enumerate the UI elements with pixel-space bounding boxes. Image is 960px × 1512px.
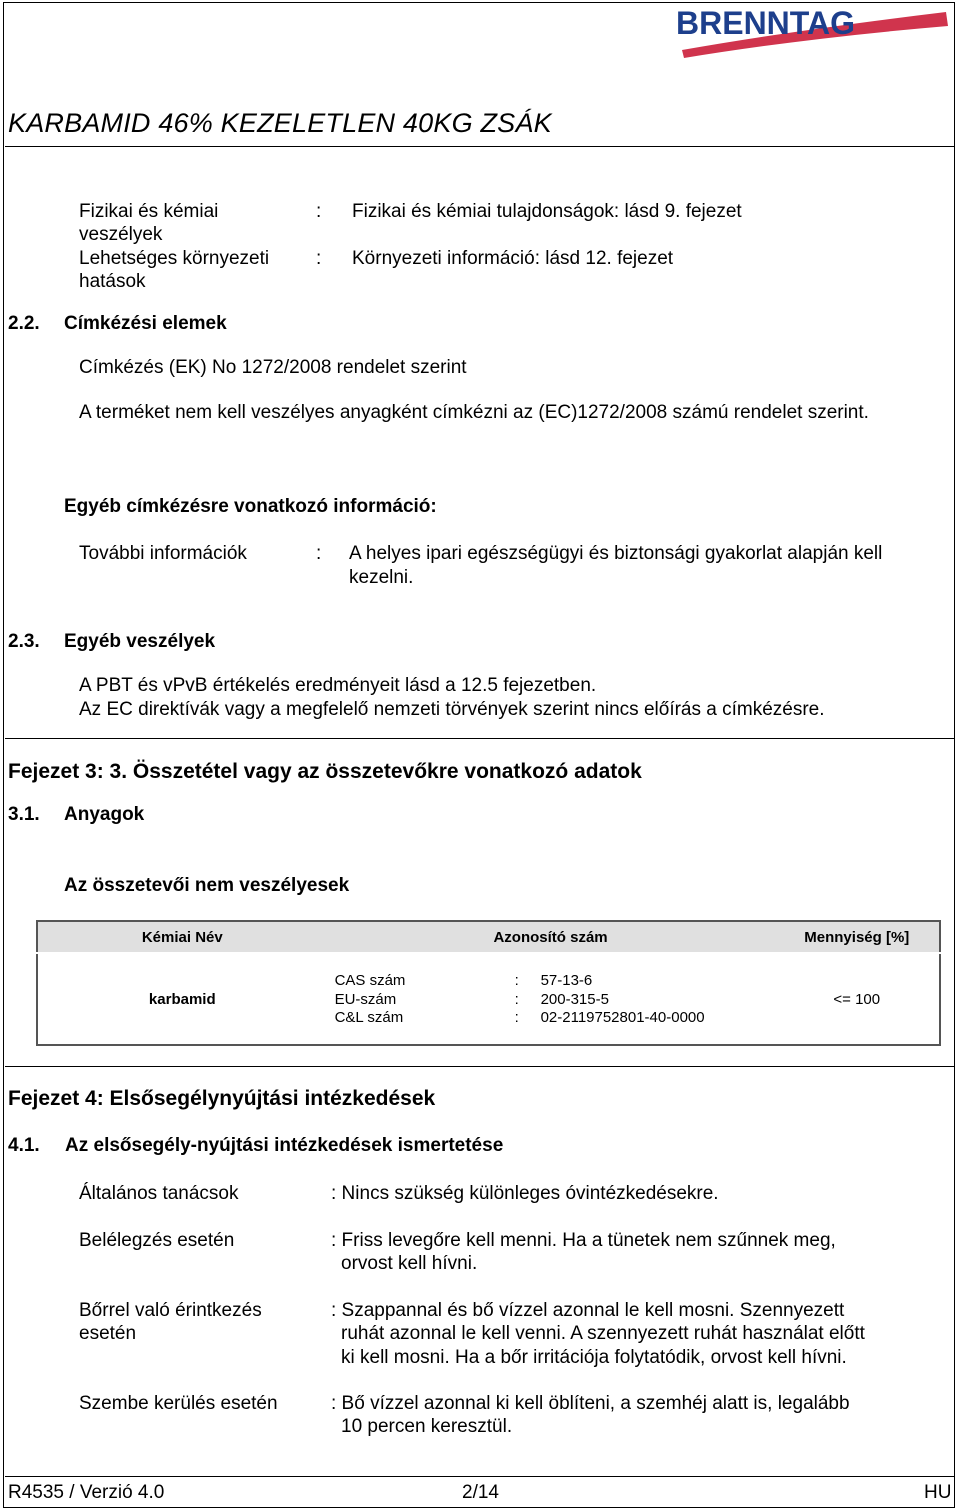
chemical-name-cell: karbamid bbox=[148, 990, 216, 1008]
section-title: Anyagok bbox=[64, 804, 145, 825]
first-aid-value-skin-cont2: ki kell mosni. Ha a bőr irritációja folytatódik, orvost kell hívni. bbox=[341, 1347, 847, 1368]
first-aid-label-eye: Szembe kerülés esetén bbox=[79, 1393, 278, 1414]
hazard-label-physical-cont: veszélyek bbox=[79, 224, 163, 245]
footer-language: HU bbox=[924, 1482, 952, 1503]
pbt-text: A PBT és vPvB értékelés eredményeit lásd a 12.5 fejezetben. bbox=[79, 675, 597, 696]
hazard-value-physical: Fizikai és kémiai tulajdonságok: lásd 9. fejezet bbox=[352, 201, 742, 222]
column-header-amount: Mennyiség [%] bbox=[775, 921, 940, 953]
title-divider bbox=[5, 146, 955, 147]
identifier-value: 57-13-6 bbox=[540, 972, 593, 989]
footer-page-number: 2/14 bbox=[462, 1482, 499, 1503]
chapter-title: Fejezet 3: 3. Összetétel vagy az összetevőkre vonatkozó adatok bbox=[8, 760, 642, 783]
identifier-label: CAS szám bbox=[334, 972, 406, 989]
table-row bbox=[37, 953, 940, 1045]
composition-table bbox=[36, 920, 941, 1046]
hazard-label-env-cont: hatások bbox=[79, 271, 146, 292]
section-number: 4.1. bbox=[8, 1135, 40, 1156]
other-labelling-heading: Egyéb címkézésre vonatkozó információ: bbox=[64, 496, 437, 517]
first-aid-value-inhalation-cont: orvost kell hívni. bbox=[341, 1253, 478, 1274]
first-aid-value-general: : Nincs szükség különleges óvintézkedésekre. bbox=[331, 1183, 719, 1204]
identifier-label: C&L szám bbox=[334, 1009, 404, 1026]
identifier-cell bbox=[327, 953, 775, 1045]
section-number: 3.1. bbox=[8, 804, 40, 825]
first-aid-value-skin: : Szappannal és bő vízzel azonnal le kell mosni. Szennyezett bbox=[331, 1300, 845, 1321]
column-header-id: Azonosító szám bbox=[327, 921, 775, 953]
labelling-subheading: Címkézés (EK) No 1272/2008 rendelet szerint bbox=[79, 357, 467, 378]
first-aid-label-skin-cont: esetén bbox=[79, 1323, 137, 1344]
section-number: 2.2. bbox=[8, 313, 40, 334]
identifier-label: EU-szám bbox=[334, 990, 397, 1008]
hazard-label-env: Lehetséges környezeti bbox=[79, 248, 270, 269]
identifier-colon: : bbox=[514, 990, 519, 1008]
identifier-row bbox=[335, 990, 705, 1009]
section-title: Egyéb veszélyek bbox=[64, 631, 216, 652]
first-aid-label-general: Általános tanácsok bbox=[79, 1183, 239, 1204]
section-number: 2.3. bbox=[8, 631, 40, 652]
footer-divider bbox=[5, 1476, 955, 1477]
identifier-list bbox=[335, 971, 705, 1027]
footer-version: R4535 / Verzió 4.0 bbox=[8, 1482, 165, 1503]
identifier-row bbox=[335, 971, 705, 990]
further-info-colon: : bbox=[316, 543, 322, 564]
table-header-row bbox=[37, 921, 940, 953]
labelling-text: A terméket nem kell veszélyes anyagként címkézni az (EC)1272/2008 számú rendelet szerint. bbox=[79, 402, 869, 423]
chapter-title: Fejezet 4: Elsősegélynyújtási intézkedések bbox=[8, 1087, 436, 1110]
section-title: Az elsősegély-nyújtási intézkedések ismertetése bbox=[65, 1135, 504, 1156]
first-aid-label-skin: Bőrrel való érintkezés bbox=[79, 1300, 262, 1321]
further-info-value-cont: kezelni. bbox=[349, 567, 414, 588]
amount-cell: <= 100 bbox=[833, 990, 881, 1008]
brenntag-logo-icon bbox=[676, 4, 952, 68]
first-aid-value-skin-cont: ruhát azonnal le kell venni. A szennyezett ruhát használat előtt bbox=[341, 1323, 865, 1344]
logo-text: BRENNTAG bbox=[676, 5, 855, 41]
first-aid-value-eye-cont: 10 percen keresztül. bbox=[341, 1416, 513, 1437]
first-aid-value-inhalation: : Friss levegőre kell menni. Ha a tünetek nem szűnnek meg, bbox=[331, 1230, 836, 1251]
brenntag-logo bbox=[676, 4, 952, 73]
document-title: KARBAMID 46% KEZELETLEN 40KG ZSÁK bbox=[8, 108, 552, 138]
first-aid-label-inhalation: Belélegzés esetén bbox=[79, 1230, 235, 1251]
section-title: Címkézési elemek bbox=[64, 313, 227, 334]
hazard-label-physical: Fizikai és kémiai bbox=[79, 201, 219, 222]
chapter-divider bbox=[5, 738, 955, 739]
hazard-colon: : bbox=[316, 248, 322, 269]
identifier-colon: : bbox=[514, 1009, 519, 1026]
chapter-divider bbox=[5, 1066, 955, 1067]
first-aid-value-eye: : Bő vízzel azonnal ki kell öblíteni, a szemhéj alatt is, legalább bbox=[331, 1393, 850, 1414]
identifier-row bbox=[335, 1008, 705, 1027]
non-hazardous-heading: Az összetevői nem veszélyesek bbox=[64, 875, 350, 896]
further-info-value: A helyes ipari egészségügyi és biztonsági gyakorlat alapján kell bbox=[349, 543, 883, 564]
identifier-value: 02-2119752801-40-0000 bbox=[540, 1009, 705, 1026]
hazard-value-env: Környezeti információ: lásd 12. fejezet bbox=[352, 248, 674, 269]
hazard-colon: : bbox=[316, 201, 322, 222]
column-header-name: Kémiai Név bbox=[37, 921, 327, 953]
further-info-label: További információk bbox=[79, 543, 247, 564]
identifier-value: 200-315-5 bbox=[540, 990, 609, 1008]
ec-directives-text: Az EC direktívák vagy a megfelelő nemzeti törvények szerint nincs előírás a címkézésre. bbox=[79, 699, 825, 720]
identifier-colon: : bbox=[514, 972, 519, 989]
